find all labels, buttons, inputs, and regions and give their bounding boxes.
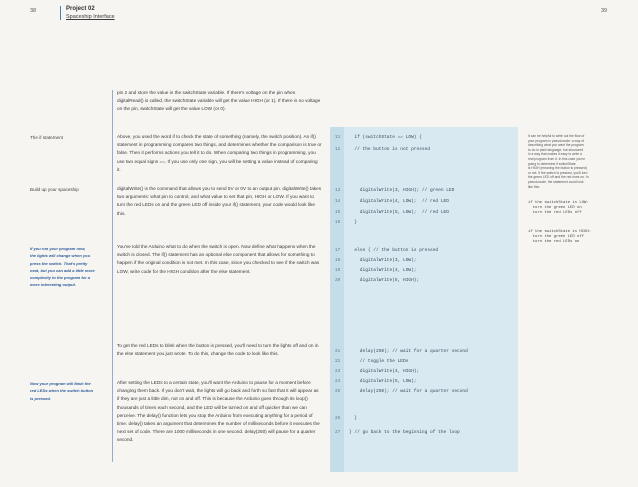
code-line: if (switchState == LOW) { xyxy=(349,135,422,140)
paragraph-else: You've told the Arduino what to do when the switch is open. Now define what happens when the switch is closed. The if() statement has an optional else component that allows for something to happen if the original condition is not met. In this case, since you checked to see if the switch was LOW, write code for the HIGH condition after the else statement. xyxy=(117,244,320,274)
code-line-number: 13 xyxy=(335,188,341,193)
paragraph-blink: To get the red LEDs to blink when the button is pressed, you'll need to turn the lights off and on in the else statement you just wrote. To do this, change the code to look like this. xyxy=(117,343,319,357)
pseudocode-note: It can be helpful to write out the flow of your program in pseudocode: a way of describing what you want the program to do in plain language, but structured in a way that makes it easy to write a real program from it. In this case you're going to determine if switchState is HIGH (meaning the button is pressed) or not. If the switch is pressed, you'll turn the green LED off and the red ones on. In pseudocode, the statement could look like this: xyxy=(528,134,589,189)
code-line: digitalWrite(5, HIGH); xyxy=(349,278,420,283)
side-label-if-statement: The if statement xyxy=(30,135,63,140)
code-line-number: 16 xyxy=(335,220,341,225)
code-panel xyxy=(330,127,518,472)
code-line-number: 27 xyxy=(335,430,341,435)
paragraph-digitalread: pin 2 and store the value in the switchState variable. If there's voltage on the pin when digitalRead() is called, the switchState variable will get the value HIGH (or 1). If there is no voltage on the pin, switchState will get the value LOW (or 0). xyxy=(117,90,321,112)
project-subtitle: Spaceship Interface xyxy=(66,14,115,20)
side-tip-run-program: If you run your program now, the lights will change when you press the switch. That's pretty neat, but you can add a little more complexity to the program for a more interesting output. xyxy=(30,246,95,288)
page-number-right: 39 xyxy=(601,8,608,14)
code-line-number: 25 xyxy=(335,389,341,394)
code-line: digitalWrite(4, HIGH); xyxy=(349,369,420,374)
code-line: digitalWrite(3, LOW); xyxy=(349,258,417,263)
code-line-number: 12 xyxy=(335,147,341,152)
project-title: Project 02 xyxy=(66,6,95,12)
code-line: digitalWrite(4, LOW); // red LED xyxy=(349,199,449,204)
code-line-number: 19 xyxy=(335,268,341,273)
code-line: digitalWrite(5, LOW); xyxy=(349,379,417,384)
side-tip-flash: Now your program will flash the red LEDs when the switch button is pressed. xyxy=(30,381,94,401)
code-line-number: 22 xyxy=(335,359,341,364)
code-line-number: 21 xyxy=(335,349,341,354)
code-line-number: 20 xyxy=(335,278,341,283)
code-line: else { // the button is pressed xyxy=(349,248,439,253)
code-line: // toggle the LEDs xyxy=(349,359,409,364)
code-line-number: 18 xyxy=(335,258,341,263)
page-number-left: 38 xyxy=(30,8,37,14)
pseudocode-high: if the switchState is HIGH: turn the green LED off turn the red LEDs on xyxy=(528,229,592,245)
code-line: delay(250); // wait for a quarter second xyxy=(349,389,468,394)
code-line: digitalWrite(3, HIGH); // green LED xyxy=(349,188,455,193)
code-line-number: 11 xyxy=(335,135,341,140)
header-divider xyxy=(60,6,61,20)
code-line-number: 24 xyxy=(335,379,341,384)
paragraph-delay: After setting the LEDs to a certain state, you'll want the Arduino to pause for a moment before changing them back. If you don't wait, the lights will go back and forth so fast that it will appear as if they are just a little dim, not on and off. This is because the Arduino goes through its loop() thousands of times each second, and the LED will be turned on and off quicker than we can perceive. The delay() function lets you stop the Arduino from executing anything for a period of time. delay() takes an argument that determines the number of milliseconds before it executes the next set of code. There are 1000 milliseconds in one second. delay(250) will pause for a quarter second. xyxy=(117,380,320,443)
code-line: // the button is not pressed xyxy=(349,147,431,152)
side-label-build-up: Build up your spaceship xyxy=(30,187,79,192)
code-line-number: 15 xyxy=(335,210,341,215)
code-line-number: 23 xyxy=(335,369,341,374)
code-line: digitalWrite(5, LOW); // red LED xyxy=(349,210,449,215)
paragraph-digitalwrite: digitalWrite() is the command that allows you to send 5V or 0V to an output pin. digitalWrite() takes two arguments: what pin to control, and what value to set that pin, HIGH or LOW. If you want to turn the red LEDs on and the green LED off inside your if() statement, your code would look like this. xyxy=(117,186,322,216)
pseudocode-low: if the switchState is LOW: turn the green LED on turn the red LEDs off xyxy=(528,200,589,216)
code-line: } // go back to the beginning of the loop xyxy=(349,430,460,435)
code-line-number: 17 xyxy=(335,248,341,253)
code-line: } xyxy=(349,220,358,225)
body-divider xyxy=(112,90,113,462)
code-line-number: 26 xyxy=(335,416,341,421)
paragraph-if-statement: Above, you used the word if to check the state of something (namely, the switch position). An if() statement in programming compares two things, and determines whether the comparison is true or false. Then it performs actions you tell it to do. When comparing two things in programming, you use two equal signs ==. If you use only one sign, you will be setting a value instead of comparing it. xyxy=(117,134,322,172)
code-line: digitalWrite(4, LOW); xyxy=(349,268,417,273)
code-line-number: 14 xyxy=(335,199,341,204)
code-line: } xyxy=(349,416,358,421)
code-line: delay(250); // wait for a quarter second xyxy=(349,349,468,354)
